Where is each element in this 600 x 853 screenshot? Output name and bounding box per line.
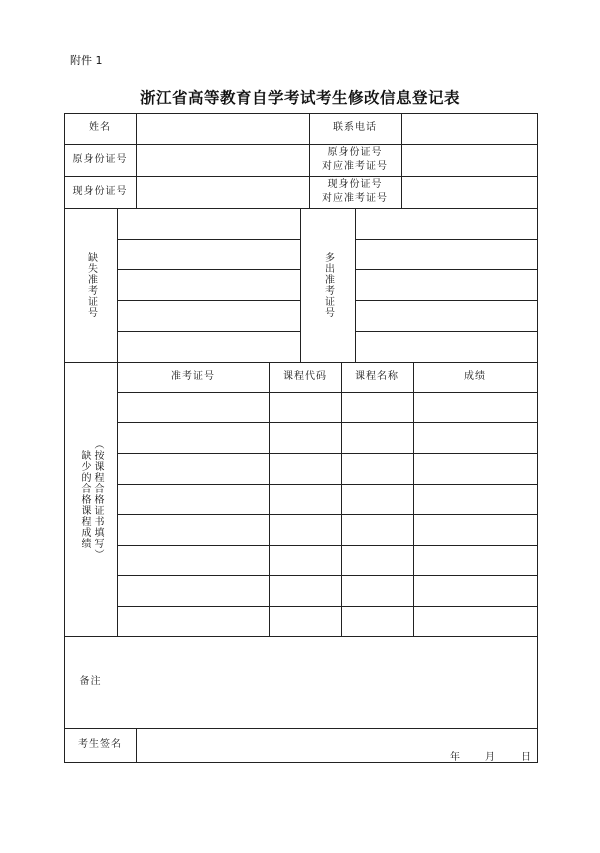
row-line — [355, 239, 537, 240]
col-line — [341, 362, 342, 636]
missing-exam-label: 缺失准考证号 — [85, 252, 97, 318]
col-line — [413, 362, 414, 636]
row-line — [117, 300, 300, 301]
column-header-score: 成绩 — [464, 370, 486, 382]
phone-label: 联系电话 — [333, 122, 377, 134]
orig-id-field[interactable] — [137, 145, 309, 176]
signature-label: 考生签名 — [78, 738, 122, 750]
row-line — [117, 575, 537, 576]
row-line — [355, 269, 537, 270]
table-border-right — [537, 113, 538, 763]
phone-field[interactable] — [402, 114, 537, 144]
remarks-label: 备注 — [79, 675, 102, 687]
missing-courses-label-cell — [64, 362, 117, 636]
row-line — [355, 300, 537, 301]
row-line — [117, 484, 537, 485]
missing-courses-label: 缺少的合格课程成绩 — [79, 449, 90, 549]
orig-id-exam-label — [309, 144, 401, 176]
name-label: 姓名 — [89, 122, 111, 134]
column-header-course-name: 课程名称 — [355, 370, 399, 382]
row-line — [117, 606, 537, 607]
row-line — [117, 239, 300, 240]
column-header-course-code: 课程代码 — [283, 370, 327, 382]
orig-id-exam-field[interactable] — [402, 145, 537, 176]
row-line — [117, 392, 537, 393]
row-line — [117, 422, 537, 423]
date-month: 月 — [485, 752, 495, 763]
row-line — [117, 269, 300, 270]
curr-id-exam-label — [309, 176, 401, 208]
curr-id-exam-field[interactable] — [402, 177, 537, 208]
row-line — [117, 514, 537, 515]
curr-id-label: 现身份证号 — [72, 185, 128, 197]
date-day: 日 — [521, 752, 531, 763]
curr-id-exam-label-line1: 现身份证号 — [327, 178, 383, 190]
attachment-label: 附件 1 — [70, 54, 103, 67]
date-year: 年 — [450, 752, 460, 763]
table-border-bottom — [64, 762, 538, 763]
col-line — [269, 362, 270, 636]
extra-exam-label: 多出准考证号 — [322, 252, 334, 318]
signature-field[interactable] — [137, 729, 537, 762]
orig-id-exam-label-line1: 原身份证号 — [327, 146, 383, 158]
curr-id-field[interactable] — [137, 177, 309, 208]
row-line — [355, 331, 537, 332]
row-line — [117, 331, 300, 332]
missing-exam-label-cell — [64, 208, 117, 362]
orig-id-label: 原身份证号 — [72, 153, 128, 165]
remarks-field[interactable] — [118, 637, 537, 728]
curr-id-exam-label-line2: 对应准考证号 — [322, 193, 388, 204]
orig-id-exam-label-line2: 对应准考证号 — [322, 161, 388, 172]
col-line — [355, 208, 356, 362]
name-field[interactable] — [137, 114, 309, 144]
row-line — [117, 453, 537, 454]
missing-courses-note: （按课程合格证书填写） — [92, 438, 103, 560]
page-title: 浙江省高等教育自学考试考生修改信息登记表 — [139, 88, 460, 107]
column-header-exam-no: 准考证号 — [171, 370, 215, 382]
extra-exam-label-cell — [300, 208, 355, 362]
row-line — [117, 545, 537, 546]
